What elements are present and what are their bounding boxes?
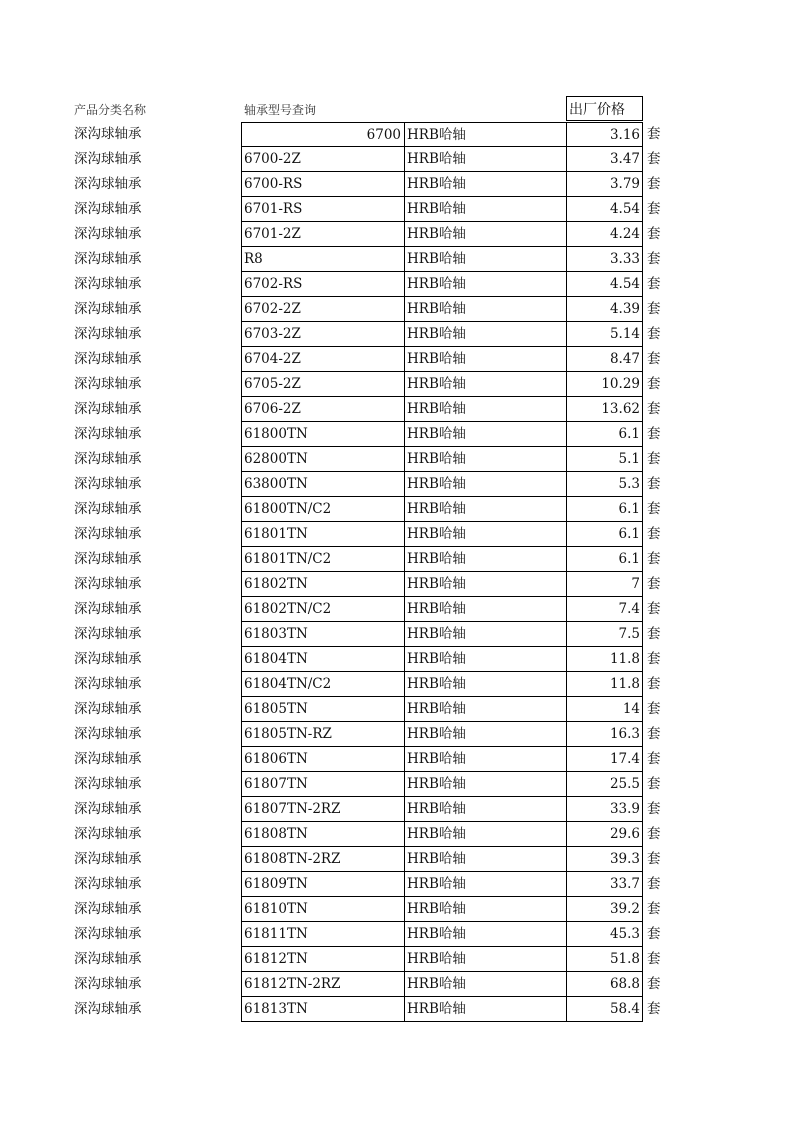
price-cell: 4.39 <box>566 297 643 322</box>
brand-cell: HRB哈轴 <box>404 847 566 872</box>
category-cell: 深沟球轴承 <box>74 151 142 167</box>
price-cell: 6.1 <box>566 422 643 447</box>
unit-cell: 套 <box>647 226 661 242</box>
brand-cell: HRB哈轴 <box>404 972 566 997</box>
category-cell: 深沟球轴承 <box>74 451 142 467</box>
model-cell: 61808TN-2RZ <box>241 847 404 872</box>
model-cell: 61801TN <box>241 522 404 547</box>
category-cell: 深沟球轴承 <box>74 926 142 942</box>
category-cell: 深沟球轴承 <box>74 951 142 967</box>
model-cell: 6700-RS <box>241 172 404 197</box>
brand-cell: HRB哈轴 <box>404 572 566 597</box>
brand-cell: HRB哈轴 <box>404 797 566 822</box>
unit-cell: 套 <box>647 451 661 467</box>
category-cell: 深沟球轴承 <box>74 501 142 517</box>
brand-cell: HRB哈轴 <box>404 897 566 922</box>
table-row <box>0 422 793 447</box>
price-cell: 6.1 <box>566 497 643 522</box>
brand-cell: HRB哈轴 <box>404 497 566 522</box>
brand-cell: HRB哈轴 <box>404 297 566 322</box>
unit-cell: 套 <box>647 801 661 817</box>
header-category: 产品分类名称 <box>74 103 147 117</box>
model-cell: 61802TN <box>241 572 404 597</box>
table-row <box>0 972 793 997</box>
category-cell: 深沟球轴承 <box>74 751 142 767</box>
unit-cell: 套 <box>647 576 661 592</box>
unit-cell: 套 <box>647 901 661 917</box>
unit-cell: 套 <box>647 376 661 392</box>
table-row <box>0 822 793 847</box>
unit-cell: 套 <box>647 126 661 142</box>
category-cell: 深沟球轴承 <box>74 476 142 492</box>
table-row <box>0 847 793 872</box>
table-row <box>0 247 793 272</box>
table-row <box>0 322 793 347</box>
price-cell: 58.4 <box>566 997 643 1022</box>
unit-cell: 套 <box>647 701 661 717</box>
header-model: 轴承型号查询 <box>244 103 317 117</box>
table-row <box>0 772 793 797</box>
price-cell: 39.2 <box>566 897 643 922</box>
unit-cell: 套 <box>647 301 661 317</box>
model-cell: 61805TN <box>241 697 404 722</box>
brand-cell: HRB哈轴 <box>404 172 566 197</box>
unit-cell: 套 <box>647 776 661 792</box>
brand-cell: HRB哈轴 <box>404 247 566 272</box>
brand-cell: HRB哈轴 <box>404 472 566 497</box>
model-cell: 6701-RS <box>241 197 404 222</box>
brand-cell: HRB哈轴 <box>404 547 566 572</box>
table-row <box>0 722 793 747</box>
brand-cell: HRB哈轴 <box>404 122 566 147</box>
unit-cell: 套 <box>647 276 661 292</box>
brand-cell: HRB哈轴 <box>404 947 566 972</box>
unit-cell: 套 <box>647 626 661 642</box>
category-cell: 深沟球轴承 <box>74 976 142 992</box>
category-cell: 深沟球轴承 <box>74 776 142 792</box>
table-row <box>0 272 793 297</box>
brand-cell: HRB哈轴 <box>404 647 566 672</box>
table-row <box>0 547 793 572</box>
unit-cell: 套 <box>647 351 661 367</box>
table-row <box>0 197 793 222</box>
model-cell: 61807TN <box>241 772 404 797</box>
price-cell: 29.6 <box>566 822 643 847</box>
unit-cell: 套 <box>647 951 661 967</box>
category-cell: 深沟球轴承 <box>74 251 142 267</box>
table-row <box>0 172 793 197</box>
model-cell: R8 <box>241 247 404 272</box>
model-cell: 6701-2Z <box>241 222 404 247</box>
brand-cell: HRB哈轴 <box>404 272 566 297</box>
table-row <box>0 497 793 522</box>
model-cell: 61802TN/C2 <box>241 597 404 622</box>
model-cell: 6700-2Z <box>241 147 404 172</box>
table-row <box>0 397 793 422</box>
brand-cell: HRB哈轴 <box>404 622 566 647</box>
price-cell: 33.9 <box>566 797 643 822</box>
price-cell: 7.5 <box>566 622 643 647</box>
price-cell: 3.79 <box>566 172 643 197</box>
table-row <box>0 897 793 922</box>
unit-cell: 套 <box>647 401 661 417</box>
unit-cell: 套 <box>647 251 661 267</box>
table-row <box>0 922 793 947</box>
unit-cell: 套 <box>647 726 661 742</box>
model-cell: 61812TN-2RZ <box>241 972 404 997</box>
model-cell: 61808TN <box>241 822 404 847</box>
table-row <box>0 347 793 372</box>
table-row <box>0 697 793 722</box>
model-cell: 6700 <box>241 122 404 147</box>
price-cell: 16.3 <box>566 722 643 747</box>
category-cell: 深沟球轴承 <box>74 826 142 842</box>
model-cell: 61803TN <box>241 622 404 647</box>
unit-cell: 套 <box>647 601 661 617</box>
table-row <box>0 997 793 1022</box>
model-cell: 61811TN <box>241 922 404 947</box>
brand-cell: HRB哈轴 <box>404 447 566 472</box>
price-cell: 5.14 <box>566 322 643 347</box>
category-cell: 深沟球轴承 <box>74 551 142 567</box>
unit-cell: 套 <box>647 751 661 767</box>
model-cell: 61800TN <box>241 422 404 447</box>
unit-cell: 套 <box>647 476 661 492</box>
price-cell: 11.8 <box>566 672 643 697</box>
brand-cell: HRB哈轴 <box>404 722 566 747</box>
brand-cell: HRB哈轴 <box>404 872 566 897</box>
price-cell: 10.29 <box>566 372 643 397</box>
unit-cell: 套 <box>647 501 661 517</box>
table-row <box>0 872 793 897</box>
unit-cell: 套 <box>647 926 661 942</box>
price-cell: 5.1 <box>566 447 643 472</box>
table-row <box>0 672 793 697</box>
price-cell: 7.4 <box>566 597 643 622</box>
brand-cell: HRB哈轴 <box>404 672 566 697</box>
category-cell: 深沟球轴承 <box>74 676 142 692</box>
model-cell: 6704-2Z <box>241 347 404 372</box>
price-cell: 4.24 <box>566 222 643 247</box>
price-cell: 51.8 <box>566 947 643 972</box>
price-cell: 4.54 <box>566 197 643 222</box>
category-cell: 深沟球轴承 <box>74 651 142 667</box>
table-row <box>0 622 793 647</box>
price-cell: 45.3 <box>566 922 643 947</box>
unit-cell: 套 <box>647 426 661 442</box>
unit-cell: 套 <box>647 876 661 892</box>
model-cell: 61800TN/C2 <box>241 497 404 522</box>
brand-cell: HRB哈轴 <box>404 347 566 372</box>
category-cell: 深沟球轴承 <box>74 876 142 892</box>
unit-cell: 套 <box>647 526 661 542</box>
table-row <box>0 647 793 672</box>
unit-cell: 套 <box>647 1001 661 1017</box>
category-cell: 深沟球轴承 <box>74 901 142 917</box>
category-cell: 深沟球轴承 <box>74 301 142 317</box>
brand-cell: HRB哈轴 <box>404 922 566 947</box>
price-cell: 3.47 <box>566 147 643 172</box>
price-cell: 4.54 <box>566 272 643 297</box>
model-cell: 6702-RS <box>241 272 404 297</box>
price-cell: 11.8 <box>566 647 643 672</box>
brand-cell: HRB哈轴 <box>404 422 566 447</box>
brand-cell: HRB哈轴 <box>404 372 566 397</box>
model-cell: 6705-2Z <box>241 372 404 397</box>
brand-cell: HRB哈轴 <box>404 147 566 172</box>
brand-cell: HRB哈轴 <box>404 697 566 722</box>
model-cell: 61804TN/C2 <box>241 672 404 697</box>
price-cell: 5.3 <box>566 472 643 497</box>
table-row <box>0 222 793 247</box>
model-cell: 61807TN-2RZ <box>241 797 404 822</box>
unit-cell: 套 <box>647 176 661 192</box>
brand-cell: HRB哈轴 <box>404 772 566 797</box>
table-row <box>0 572 793 597</box>
model-cell: 61804TN <box>241 647 404 672</box>
category-cell: 深沟球轴承 <box>74 126 142 142</box>
category-cell: 深沟球轴承 <box>74 401 142 417</box>
header-price: 出厂价格 <box>566 96 643 121</box>
category-cell: 深沟球轴承 <box>74 201 142 217</box>
price-cell: 68.8 <box>566 972 643 997</box>
model-cell: 6706-2Z <box>241 397 404 422</box>
brand-cell: HRB哈轴 <box>404 197 566 222</box>
table-row <box>0 122 793 147</box>
category-cell: 深沟球轴承 <box>74 176 142 192</box>
category-cell: 深沟球轴承 <box>74 626 142 642</box>
table-row <box>0 522 793 547</box>
category-cell: 深沟球轴承 <box>74 726 142 742</box>
brand-cell: HRB哈轴 <box>404 747 566 772</box>
brand-cell: HRB哈轴 <box>404 322 566 347</box>
category-cell: 深沟球轴承 <box>74 426 142 442</box>
unit-cell: 套 <box>647 826 661 842</box>
price-cell: 3.33 <box>566 247 643 272</box>
category-cell: 深沟球轴承 <box>74 701 142 717</box>
model-cell: 6703-2Z <box>241 322 404 347</box>
unit-cell: 套 <box>647 976 661 992</box>
price-cell: 25.5 <box>566 772 643 797</box>
model-cell: 61806TN <box>241 747 404 772</box>
price-cell: 14 <box>566 697 643 722</box>
model-cell: 61812TN <box>241 947 404 972</box>
model-cell: 61805TN-RZ <box>241 722 404 747</box>
brand-cell: HRB哈轴 <box>404 997 566 1022</box>
table-row <box>0 747 793 772</box>
brand-cell: HRB哈轴 <box>404 822 566 847</box>
price-cell: 33.7 <box>566 872 643 897</box>
category-cell: 深沟球轴承 <box>74 526 142 542</box>
unit-cell: 套 <box>647 326 661 342</box>
category-cell: 深沟球轴承 <box>74 326 142 342</box>
category-cell: 深沟球轴承 <box>74 601 142 617</box>
table-row <box>0 597 793 622</box>
unit-cell: 套 <box>647 676 661 692</box>
price-cell: 8.47 <box>566 347 643 372</box>
model-cell: 61813TN <box>241 997 404 1022</box>
unit-cell: 套 <box>647 551 661 567</box>
category-cell: 深沟球轴承 <box>74 376 142 392</box>
price-cell: 39.3 <box>566 847 643 872</box>
price-cell: 6.1 <box>566 547 643 572</box>
unit-cell: 套 <box>647 851 661 867</box>
model-cell: 6702-2Z <box>241 297 404 322</box>
unit-cell: 套 <box>647 201 661 217</box>
price-cell: 17.4 <box>566 747 643 772</box>
price-cell: 7 <box>566 572 643 597</box>
model-cell: 61809TN <box>241 872 404 897</box>
table-row <box>0 472 793 497</box>
table-row <box>0 447 793 472</box>
unit-cell: 套 <box>647 651 661 667</box>
brand-cell: HRB哈轴 <box>404 597 566 622</box>
brand-cell: HRB哈轴 <box>404 222 566 247</box>
unit-cell: 套 <box>647 151 661 167</box>
category-cell: 深沟球轴承 <box>74 576 142 592</box>
category-cell: 深沟球轴承 <box>74 276 142 292</box>
table-row <box>0 947 793 972</box>
table-row <box>0 297 793 322</box>
category-cell: 深沟球轴承 <box>74 1001 142 1017</box>
category-cell: 深沟球轴承 <box>74 351 142 367</box>
model-cell: 63800TN <box>241 472 404 497</box>
model-cell: 61801TN/C2 <box>241 547 404 572</box>
brand-cell: HRB哈轴 <box>404 522 566 547</box>
price-cell: 13.62 <box>566 397 643 422</box>
brand-cell: HRB哈轴 <box>404 397 566 422</box>
category-cell: 深沟球轴承 <box>74 226 142 242</box>
category-cell: 深沟球轴承 <box>74 801 142 817</box>
table-row <box>0 147 793 172</box>
model-cell: 61810TN <box>241 897 404 922</box>
table-row <box>0 797 793 822</box>
price-cell: 6.1 <box>566 522 643 547</box>
model-cell: 62800TN <box>241 447 404 472</box>
price-cell: 3.16 <box>566 122 643 147</box>
category-cell: 深沟球轴承 <box>74 851 142 867</box>
table-row <box>0 372 793 397</box>
